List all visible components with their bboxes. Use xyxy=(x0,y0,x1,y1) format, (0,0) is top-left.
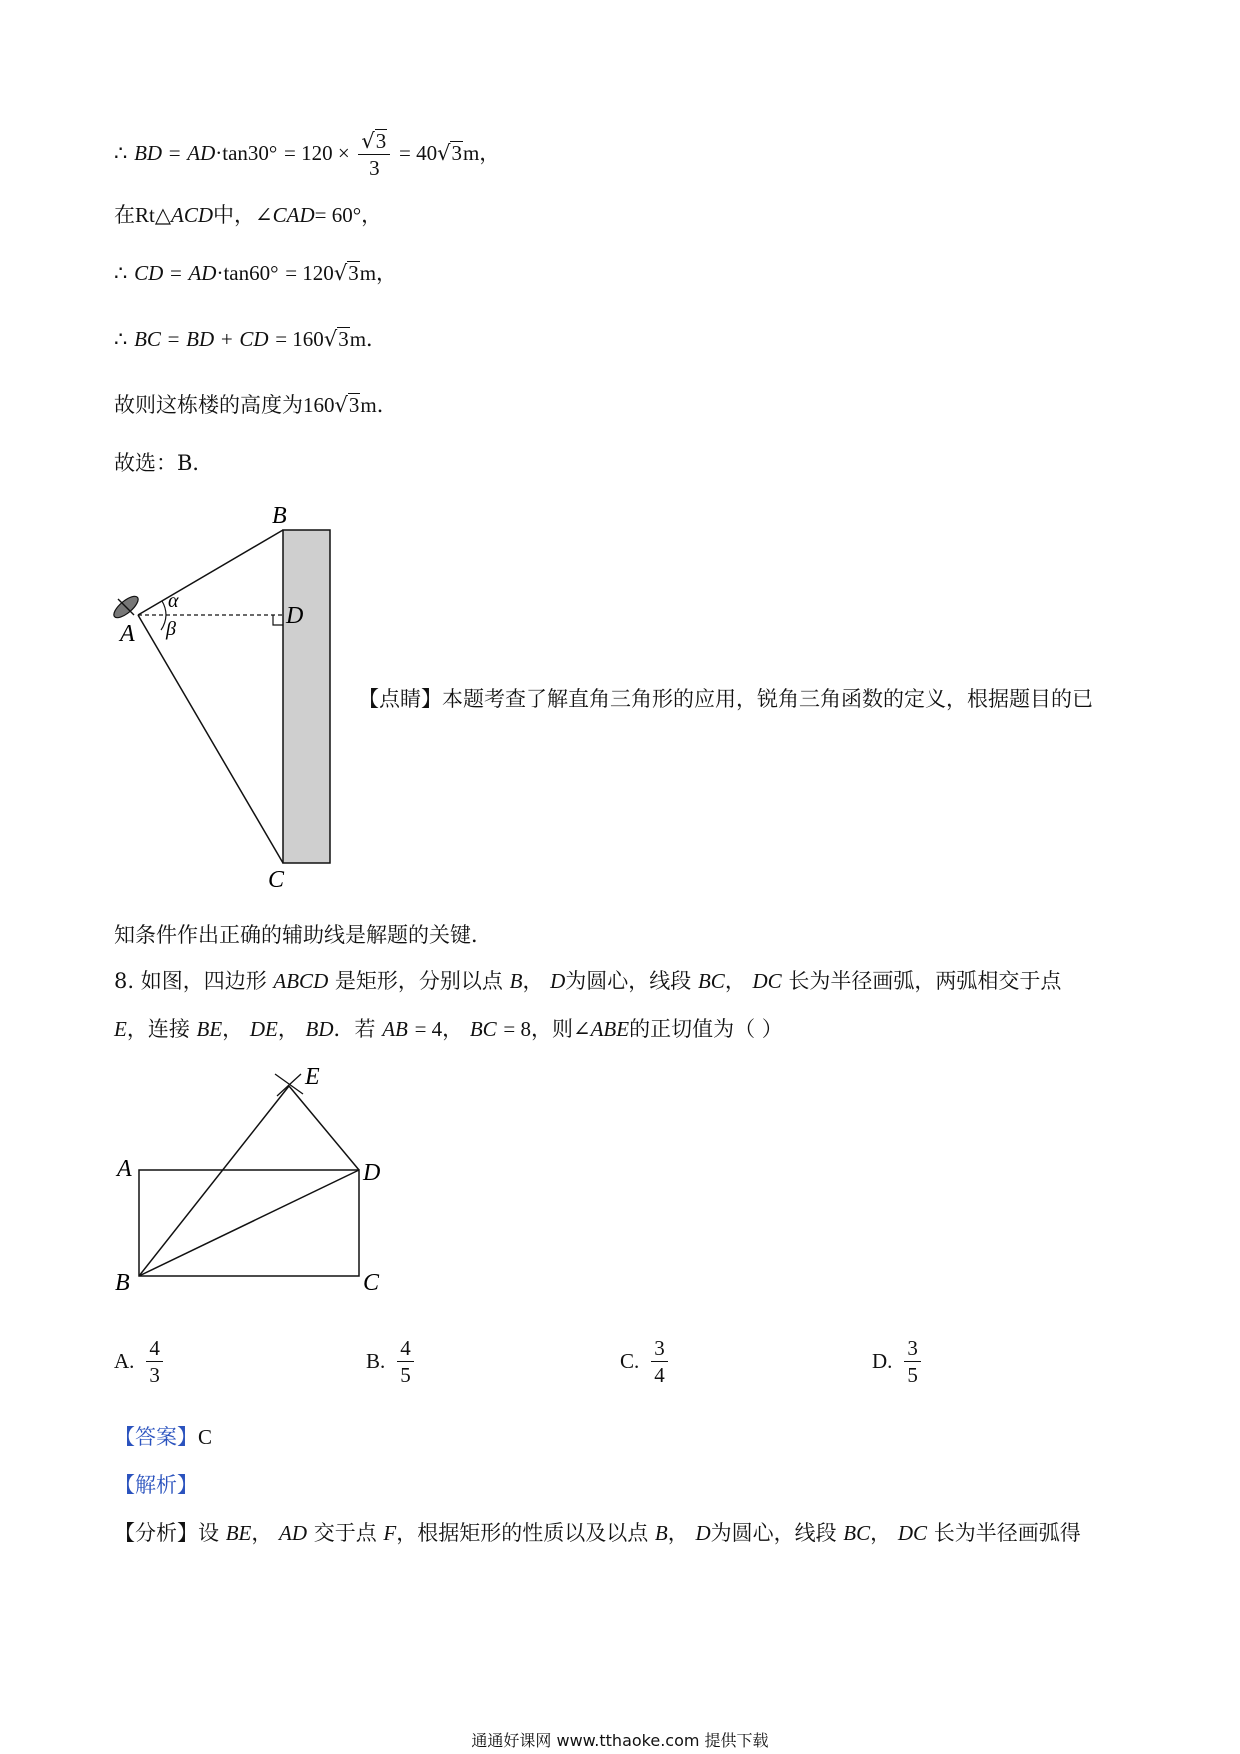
q8-text: = 4， xyxy=(414,1017,464,1041)
q8-text: ， xyxy=(522,969,544,993)
times-120: = 120 × xyxy=(284,141,350,165)
frac-den: 5 xyxy=(907,1363,918,1387)
page-footer: 通通好课网 www.tthaoke.com 提供下载 xyxy=(471,1731,769,1750)
solution-line-4: ∴ BC = BD + CD = 160√3m． xyxy=(114,327,388,351)
fenxi-text: 长为半径画弧得 xyxy=(933,1521,1081,1545)
var-dc: DC xyxy=(752,969,782,993)
var-bc: BC xyxy=(697,969,725,993)
q8-text: ，连接 xyxy=(126,1017,190,1041)
choice-fraction xyxy=(397,1335,414,1388)
value-160: 160 xyxy=(303,393,335,417)
answer-line xyxy=(114,1422,212,1452)
fenxi-text: ， xyxy=(870,1521,892,1545)
analysis-tag: 【解析】 xyxy=(114,1473,198,1497)
label-c: C xyxy=(363,1270,380,1296)
answer-tag: 【答案】 xyxy=(114,1425,198,1449)
var-abe: ABE xyxy=(590,1017,630,1041)
angle-alpha-arc xyxy=(162,601,166,615)
rt-triangle: Rt△ xyxy=(135,203,171,227)
label-d: D xyxy=(286,603,304,629)
frac-den: 4 xyxy=(654,1363,665,1387)
comment-text: 本题考查了解直角三角形的应用，锐角三角函数的定义，根据题目的已 xyxy=(442,687,1093,711)
analysis-line xyxy=(114,1470,198,1500)
var-ab: AB xyxy=(382,1017,408,1041)
tan60: tan60° xyxy=(223,261,279,285)
choice-label: A. xyxy=(114,1349,135,1373)
unit: m． xyxy=(349,327,388,351)
q8-text: 是矩形，分别以点 xyxy=(334,969,503,993)
fenxi-text: ，根据矩形的性质以及以点 xyxy=(396,1521,649,1545)
q8-text: 8. 如图，四边形 xyxy=(114,969,267,993)
var-cd: CD xyxy=(134,261,164,285)
frac-num: 3 xyxy=(375,129,387,153)
label-d: D xyxy=(363,1160,381,1186)
line-ac xyxy=(138,615,283,863)
line-de xyxy=(289,1086,359,1170)
q8-text: ．若 xyxy=(333,1017,376,1041)
var-ad: AD xyxy=(279,1521,308,1545)
arc-mark-1 xyxy=(275,1074,303,1094)
therefore-symbol: ∴ xyxy=(114,327,128,351)
var-f: F xyxy=(383,1521,397,1545)
radicand: 3 xyxy=(338,327,349,351)
solution-line-6: 故选：B． xyxy=(114,451,214,475)
result-120: = 120 xyxy=(285,261,334,285)
var-acd: ACD xyxy=(171,203,213,227)
var-bd: BD xyxy=(305,1017,334,1041)
fenxi-line xyxy=(114,1518,1081,1548)
q8-text: ， xyxy=(724,969,746,993)
drone-icon xyxy=(111,593,142,621)
frac-num: 3 xyxy=(904,1335,921,1362)
var-be: BE xyxy=(225,1521,252,1545)
var-d: D xyxy=(550,969,566,993)
q8-text: ， xyxy=(277,1017,299,1041)
solution-line-5: 故则这栋楼的高度为160√3m． xyxy=(114,393,398,417)
fenxi-text: 为圆心，线段 xyxy=(710,1521,837,1545)
line-bd xyxy=(139,1170,359,1276)
therefore-symbol: ∴ xyxy=(114,261,128,285)
therefore-symbol: ∴ xyxy=(114,141,128,165)
line-be xyxy=(139,1086,289,1276)
label-b: B xyxy=(272,503,287,529)
var-d: D xyxy=(695,1521,711,1545)
choice-fraction xyxy=(651,1335,668,1388)
right-angle-mark xyxy=(273,615,283,625)
choice-label: C. xyxy=(620,1349,640,1373)
solution-line-1: ∴ BD = AD·tan30° = 120 × $\frac{√3}{3}$ = 40√3m， xyxy=(114,129,501,180)
angle-60: = 60°， xyxy=(314,203,383,227)
var-cd: CD xyxy=(239,327,269,351)
choice-b[interactable] xyxy=(366,1335,416,1388)
choice-a[interactable] xyxy=(114,1335,165,1388)
choice-label: D. xyxy=(872,1349,893,1373)
var-cad: CAD xyxy=(272,203,315,227)
q8-text: ， xyxy=(222,1017,244,1041)
var-b: B xyxy=(509,969,523,993)
var-bc: BC xyxy=(469,1017,497,1041)
choice-fraction xyxy=(904,1335,921,1388)
comment-line-2: 知条件作出正确的辅助线是解题的关键． xyxy=(114,923,492,947)
frac-den: 3 xyxy=(369,156,380,180)
fraction-sqrt3-over-3: $\frac{√3}{3}$ xyxy=(358,128,390,181)
label-alpha: α xyxy=(168,590,179,612)
choice-label: B. xyxy=(366,1349,386,1373)
fenxi-text: ， xyxy=(251,1521,273,1545)
q8-text: = 8，则∠ xyxy=(503,1017,591,1041)
tan30: tan30° xyxy=(222,141,278,165)
unit: m． xyxy=(360,393,398,417)
result-40: = 40 xyxy=(398,141,438,165)
radicand: 3 xyxy=(348,261,359,285)
comment-tag: 【点睛】 xyxy=(358,687,442,711)
conclusion-text: 故则这栋楼的高度为 xyxy=(114,393,303,417)
var-abcd: ABCD xyxy=(273,969,329,993)
text-zhong: 中，∠ xyxy=(213,203,273,227)
radicand: 3 xyxy=(451,141,462,165)
var-ad: AD xyxy=(187,141,216,165)
figure-building-diagram xyxy=(100,495,360,895)
line-ab xyxy=(138,530,283,615)
label-e: E xyxy=(305,1064,320,1090)
solution-line-3: ∴ CD = AD·tan60° = 120√3m， xyxy=(114,261,398,285)
label-a: A xyxy=(120,621,135,647)
q8-text: 为圆心，线段 xyxy=(565,969,692,993)
var-b: B xyxy=(654,1521,668,1545)
var-de: DE xyxy=(249,1017,278,1041)
var-e: E xyxy=(114,1017,127,1041)
fenxi-text: ， xyxy=(667,1521,689,1545)
var-bc: BC xyxy=(843,1521,871,1545)
q8-text: 长为半径画弧，两弧相交于点 xyxy=(788,969,1062,993)
label-beta: β xyxy=(166,618,176,640)
var-be: BE xyxy=(196,1017,223,1041)
choice-fraction xyxy=(146,1335,163,1388)
unit: m， xyxy=(462,141,501,165)
choice-d[interactable] xyxy=(872,1335,923,1388)
q8-text: 的正切值为（ ） xyxy=(629,1017,783,1041)
frac-num: 4 xyxy=(397,1335,414,1362)
label-a: A xyxy=(117,1156,132,1182)
label-b: B xyxy=(115,1270,130,1296)
fenxi-tag: 【分析】 xyxy=(114,1521,198,1545)
fenxi-text: 设 xyxy=(198,1521,219,1545)
frac-den: 5 xyxy=(400,1363,411,1387)
var-ad: AD xyxy=(188,261,217,285)
var-bd: BD xyxy=(186,327,215,351)
fenxi-text: 交于点 xyxy=(313,1521,377,1545)
var-bc: BC xyxy=(134,327,161,351)
comment-line-1 xyxy=(358,684,1093,714)
radicand: 3 xyxy=(348,393,360,417)
figure-rectangle-diagram xyxy=(105,1060,405,1300)
question-8-line-2 xyxy=(114,1014,783,1044)
frac-num: 3 xyxy=(651,1335,668,1362)
var-bd: BD xyxy=(134,141,163,165)
result-160: = 160 xyxy=(275,327,324,351)
frac-den: 3 xyxy=(149,1363,160,1387)
answer-value: C xyxy=(198,1425,213,1449)
frac-num: 4 xyxy=(146,1335,163,1362)
solution-line-2 xyxy=(114,200,382,230)
choice-c[interactable] xyxy=(620,1335,670,1388)
question-8-line-1 xyxy=(114,966,1061,996)
text-zai: 在 xyxy=(114,203,135,227)
label-c: C xyxy=(268,867,285,893)
var-dc: DC xyxy=(897,1521,928,1545)
building-rect xyxy=(283,530,330,863)
unit: m， xyxy=(359,261,398,285)
